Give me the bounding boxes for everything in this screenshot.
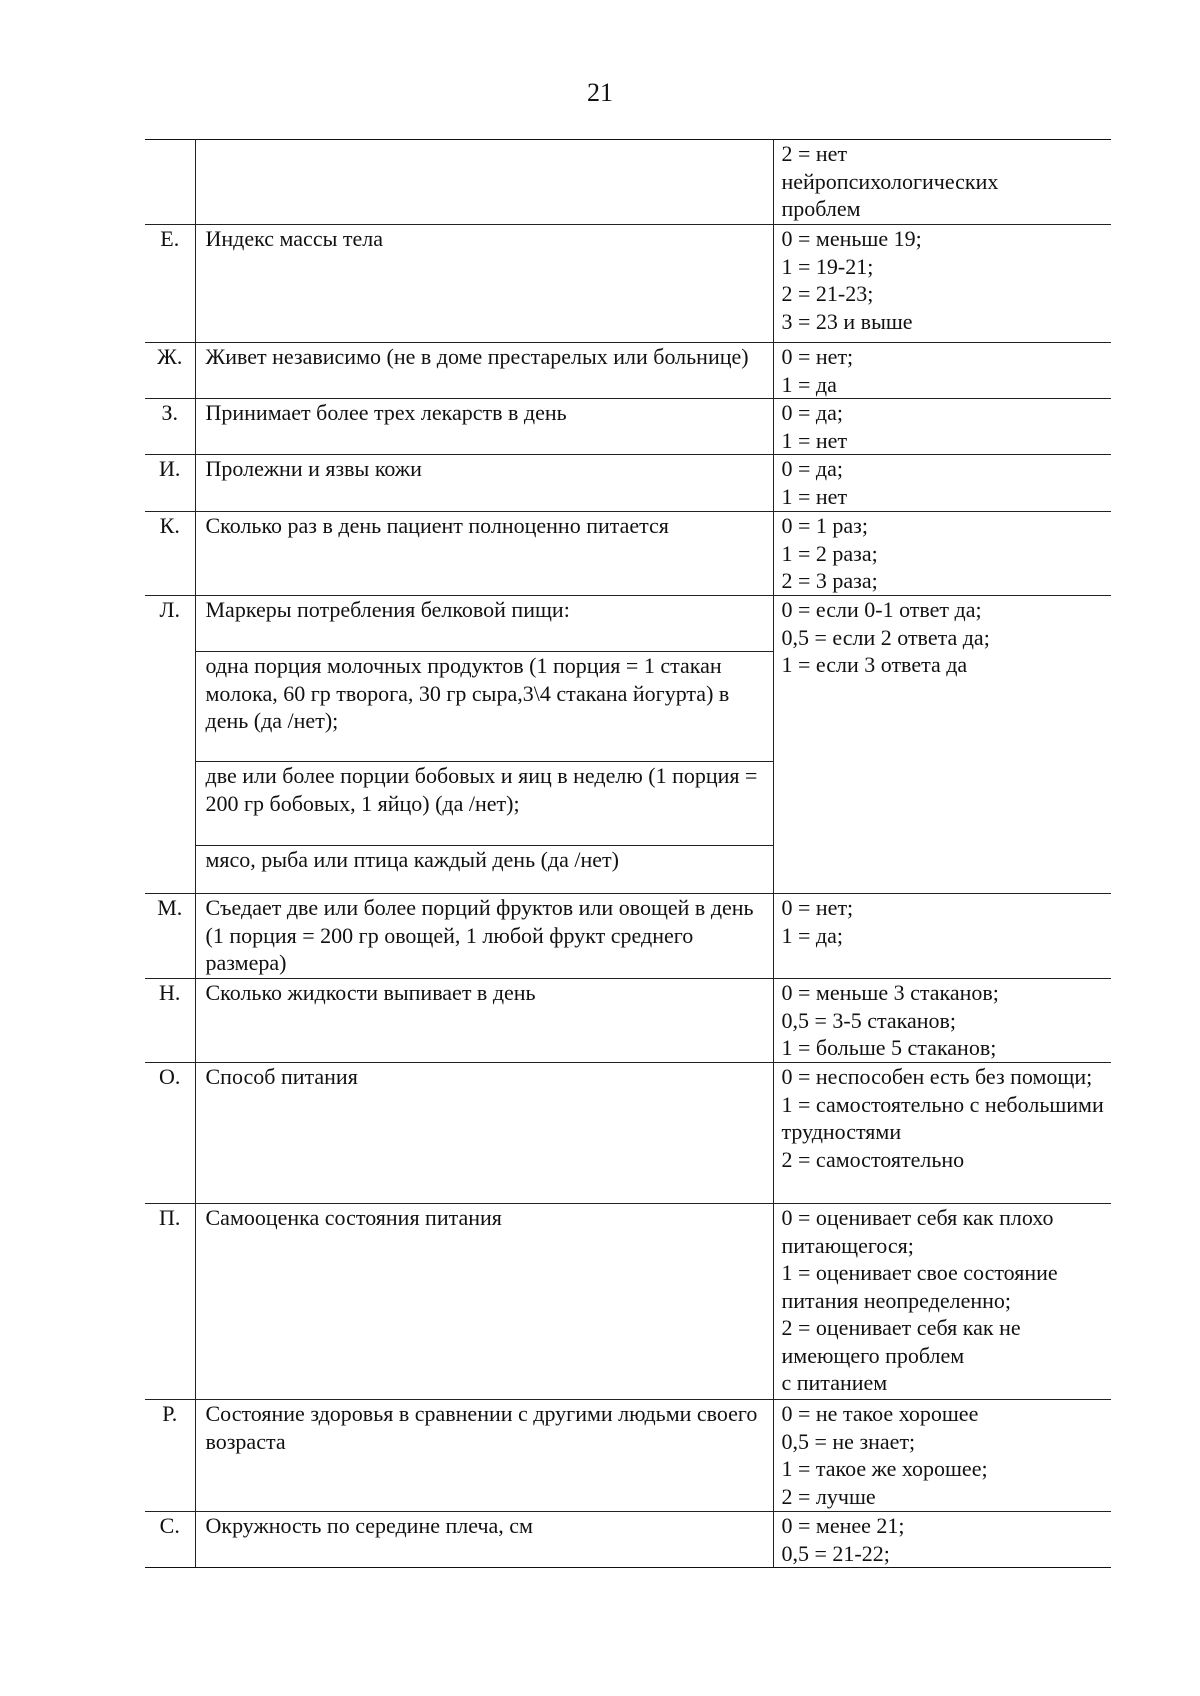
scores-cell: 0 = меньше 19; 1 = 19-21; 2 = 21-23; 3 = 23 и выше — [773, 225, 1111, 343]
table-row — [145, 1063, 1111, 1204]
criterion-cell: Окружность по середине плеча, см — [195, 1512, 773, 1568]
table-row — [145, 894, 1111, 979]
table-row — [145, 140, 1111, 225]
table-row — [145, 512, 1111, 596]
scores-cell: 0 = оценивает себя как плохо питающегося; 1 = оценивает свое состояние питания неопределенно; 2 = оценивает себя как не имеющего проблем с питанием — [773, 1204, 1111, 1400]
criterion-cell: Индекс массы тела — [195, 225, 773, 343]
assessment-table — [145, 139, 1111, 1568]
table-row — [145, 1512, 1111, 1568]
table-row — [145, 596, 1111, 652]
scores-cell: 0 = нет; 1 = да; — [773, 894, 1111, 979]
row-letter — [145, 140, 195, 225]
criterion-cell: Съедает две или более порций фруктов или овощей в день (1 порция = 200 гр овощей, 1 любой фрукт среднего размера) — [195, 894, 773, 979]
table-row — [145, 455, 1111, 512]
table-row — [145, 979, 1111, 1063]
criterion-cell: Пролежни и язвы кожи — [195, 455, 773, 512]
row-letter: Ж. — [145, 343, 195, 399]
criterion-cell: Маркеры потребления белковой пищи: — [195, 596, 773, 652]
table-row — [145, 1204, 1111, 1400]
criterion-cell: Принимает более трех лекарств в день — [195, 399, 773, 455]
row-letter: З. — [145, 399, 195, 455]
row-letter: П. — [145, 1204, 195, 1400]
row-letter: Л. — [145, 596, 195, 894]
scores-cell: 0 = нет; 1 = да — [773, 343, 1111, 399]
criterion-cell: Сколько раз в день пациент полноценно питается — [195, 512, 773, 596]
row-letter: С. — [145, 1512, 195, 1568]
row-letter: К. — [145, 512, 195, 596]
sub-criterion-cell: одна порция молочных продуктов (1 порция = 1 стакан молока, 60 гр творога, 30 гр сыра,3\4 стакана йогурта) в день (да /нет); — [195, 652, 773, 762]
row-letter: М. — [145, 894, 195, 979]
criterion-cell: Живет независимо (не в доме престарелых или больнице) — [195, 343, 773, 399]
criterion-cell: Сколько жидкости выпивает в день — [195, 979, 773, 1063]
criterion-cell — [195, 140, 773, 225]
scores-cell: 2 = нет нейропсихологических проблем — [773, 140, 1111, 225]
row-letter: О. — [145, 1063, 195, 1204]
page-number: 21 — [587, 78, 613, 107]
scores-cell: 0 = менее 21; 0,5 = 21-22; — [773, 1512, 1111, 1568]
scores-cell: 0 = если 0-1 ответ да; 0,5 = если 2 ответа да; 1 = если 3 ответа да — [773, 596, 1111, 894]
row-letter: Н. — [145, 979, 195, 1063]
scores-cell: 0 = не такое хорошее 0,5 = не знает; 1 = такое же хорошее; 2 = лучше — [773, 1400, 1111, 1512]
table-row — [145, 1400, 1111, 1512]
table-row — [145, 343, 1111, 399]
table-row — [145, 225, 1111, 343]
sub-criterion-cell: две или более порции бобовых и яиц в неделю (1 порция = 200 гр бобовых, 1 яйцо) (да /нет); — [195, 762, 773, 846]
scores-cell: 0 = да; 1 = нет — [773, 399, 1111, 455]
criterion-cell: Самооценка состояния питания — [195, 1204, 773, 1400]
criterion-cell: Способ питания — [195, 1063, 773, 1204]
row-letter: Р. — [145, 1400, 195, 1512]
sub-criterion-cell: мясо, рыба или птица каждый день (да /нет) — [195, 846, 773, 894]
scores-cell: 0 = 1 раз; 1 = 2 раза; 2 = 3 раза; — [773, 512, 1111, 596]
row-letter: Е. — [145, 225, 195, 343]
scores-cell: 0 = меньше 3 стаканов; 0,5 = 3-5 стаканов; 1 = больше 5 стаканов; — [773, 979, 1111, 1063]
row-letter: И. — [145, 455, 195, 512]
scores-cell: 0 = да; 1 = нет — [773, 455, 1111, 512]
criterion-cell: Состояние здоровья в сравнении с другими людьми своего возраста — [195, 1400, 773, 1512]
scores-cell: 0 = неспособен есть без помощи; 1 = самостоятельно с небольшими трудностями 2 = самостоятельно — [773, 1063, 1111, 1204]
table-row — [145, 399, 1111, 455]
